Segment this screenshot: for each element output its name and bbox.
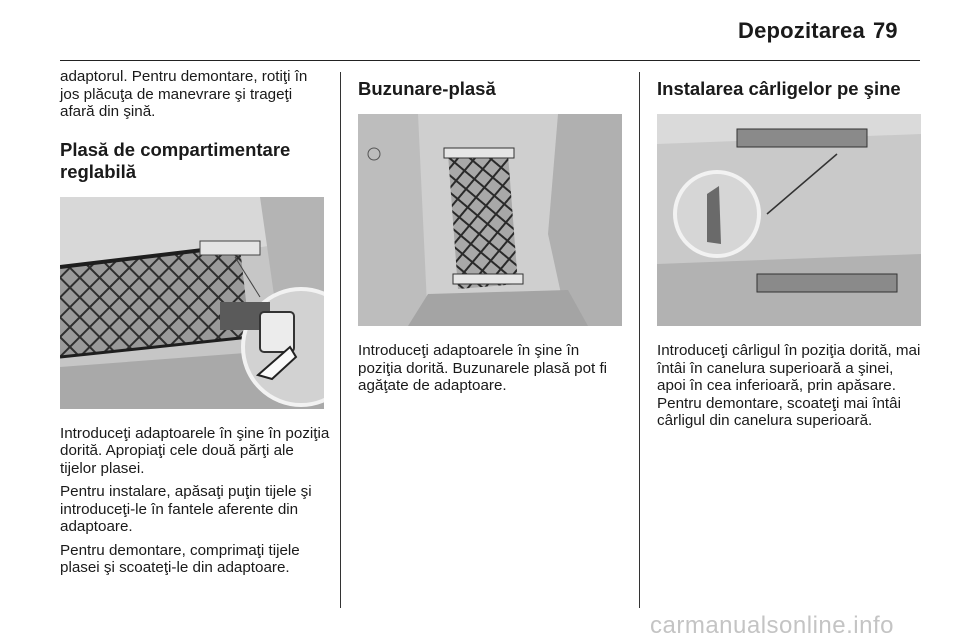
section-heading-hooks: Instalarea cârligelor pe şine [657, 78, 901, 99]
rail-hook-illustration [657, 114, 921, 326]
section-heading-net: Plasă de compartimentare reglabilă [60, 138, 291, 182]
net-paragraph-1: Introduceţi adaptoarele în şine în poziţia dorită. Apropiaţi cele două părţi ale tijelor plasei. [60, 424, 330, 477]
column-2 [358, 68, 626, 401]
watermark: carmanualsonline.info [650, 612, 894, 639]
column-divider-2 [639, 72, 640, 608]
net-pocket-illustration [358, 114, 622, 326]
net-pocket-paragraph: Introduceţi adaptoarele în şine în poziţia dorită. Buzunarele plasă pot fi agăţate de adaptoare. [358, 342, 608, 394]
hook-paragraph: Introduceţi cârligul în poziţia dorită, mai întâi în canelura superioară a şinei, apoi în cea inferioară, prin apăsare. Pentru demontare, scoateţi mai întâi cârligul din canelura superioară. [657, 342, 921, 429]
column-divider-1 [340, 72, 341, 608]
page-header [0, 0, 960, 60]
header-divider [60, 60, 920, 61]
page-number: 79 [873, 18, 898, 43]
net-paragraph-3: Pentru demontare, comprimaţi tijele plasei şi scoateţi-le din adaptoare. [60, 541, 300, 576]
column-1 [60, 68, 330, 583]
page-title: Depozitarea [738, 18, 865, 43]
intro-paragraph: adaptorul. Pentru demontare, rotiţi în jos plăcuţa de manevrare şi trageţi afară din şină. [60, 68, 308, 120]
column-3 [657, 68, 922, 436]
net-paragraph-2: Pentru instalare, apăsaţi puţin tijele şi introduceţi-le în fantele aferente din adaptoare. [60, 483, 312, 535]
net-partition-illustration [60, 197, 324, 409]
section-heading-net-pockets: Buzunare-plasă [358, 78, 496, 99]
